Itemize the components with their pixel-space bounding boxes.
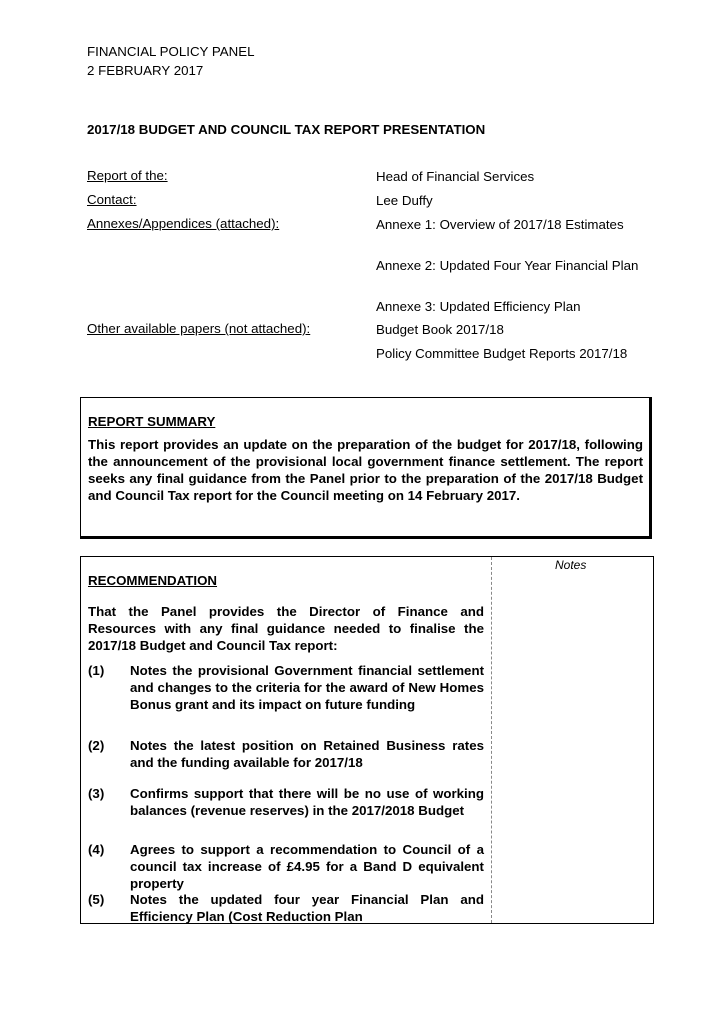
- summary-heading: REPORT SUMMARY: [88, 414, 216, 429]
- report-of-value: Head of Financial Services: [376, 169, 535, 184]
- recommendation-item: [88, 785, 484, 819]
- contact-label: Contact:: [87, 192, 137, 207]
- report-summary-box: [80, 397, 652, 539]
- annex-2: Annexe 2: Updated Four Year Financial Plan: [376, 258, 639, 273]
- other-paper-2: Policy Committee Budget Reports 2017/18: [376, 346, 628, 361]
- recommendation-box: [80, 556, 654, 924]
- notes-divider: [491, 557, 492, 923]
- item-number: (1): [88, 663, 105, 678]
- document-header: [87, 42, 255, 80]
- recommendation-intro: That the Panel provides the Director of Finance and Resources with any final guidance needed to finalise the 2017/18 Budget and Council Tax report:: [88, 604, 484, 653]
- other-paper-1: Budget Book 2017/18: [376, 322, 504, 337]
- notes-label: Notes: [555, 558, 587, 572]
- annexes-label: Annexes/Appendices (attached):: [87, 216, 280, 231]
- other-papers-label: Other available papers (not attached):: [87, 321, 311, 336]
- recommendation-item: [88, 662, 484, 713]
- annex-1: Annexe 1: Overview of 2017/18 Estimates: [376, 217, 624, 232]
- item-text: Confirms support that there will be no use of working balances (revenue reserves) in the 2017/2018 Budget: [130, 786, 484, 818]
- panel-name: FINANCIAL POLICY PANEL: [87, 44, 255, 59]
- item-number: (5): [88, 892, 105, 907]
- recommendation-item: [88, 891, 484, 925]
- summary-text: This report provides an update on the preparation of the budget for 2017/18, following the announcement of the provisional local government finance settlement. The report seeks any final guidance from the Panel prior to the preparation of the 2017/18 Budget and Council Tax report for the Council meeting on 14 February 2017.: [88, 437, 643, 503]
- report-title: 2017/18 BUDGET AND COUNCIL TAX REPORT PRESENTATION: [87, 122, 486, 137]
- item-text: Notes the provisional Government financial settlement and changes to the criteria for the award of New Homes Bonus grant and its impact on future funding: [130, 663, 484, 712]
- item-number: (3): [88, 786, 105, 801]
- item-number: (4): [88, 842, 105, 857]
- item-text: Notes the updated four year Financial Plan and Efficiency Plan (Cost Reduction Plan: [130, 892, 484, 924]
- item-text: Agrees to support a recommendation to Council of a council tax increase of £4.95 for a Band D equivalent property: [130, 842, 484, 891]
- item-number: (2): [88, 738, 105, 753]
- item-text: Notes the latest position on Retained Business rates and the funding available for 2017/18: [130, 738, 484, 770]
- recommendation-heading: RECOMMENDATION: [88, 573, 218, 588]
- recommendation-item: [88, 737, 484, 771]
- report-of-label: Report of the:: [87, 168, 168, 183]
- meeting-date: 2 FEBRUARY 2017: [87, 63, 204, 78]
- contact-value: Lee Duffy: [376, 193, 433, 208]
- annex-3: Annexe 3: Updated Efficiency Plan: [376, 299, 581, 314]
- recommendation-item: [88, 841, 484, 892]
